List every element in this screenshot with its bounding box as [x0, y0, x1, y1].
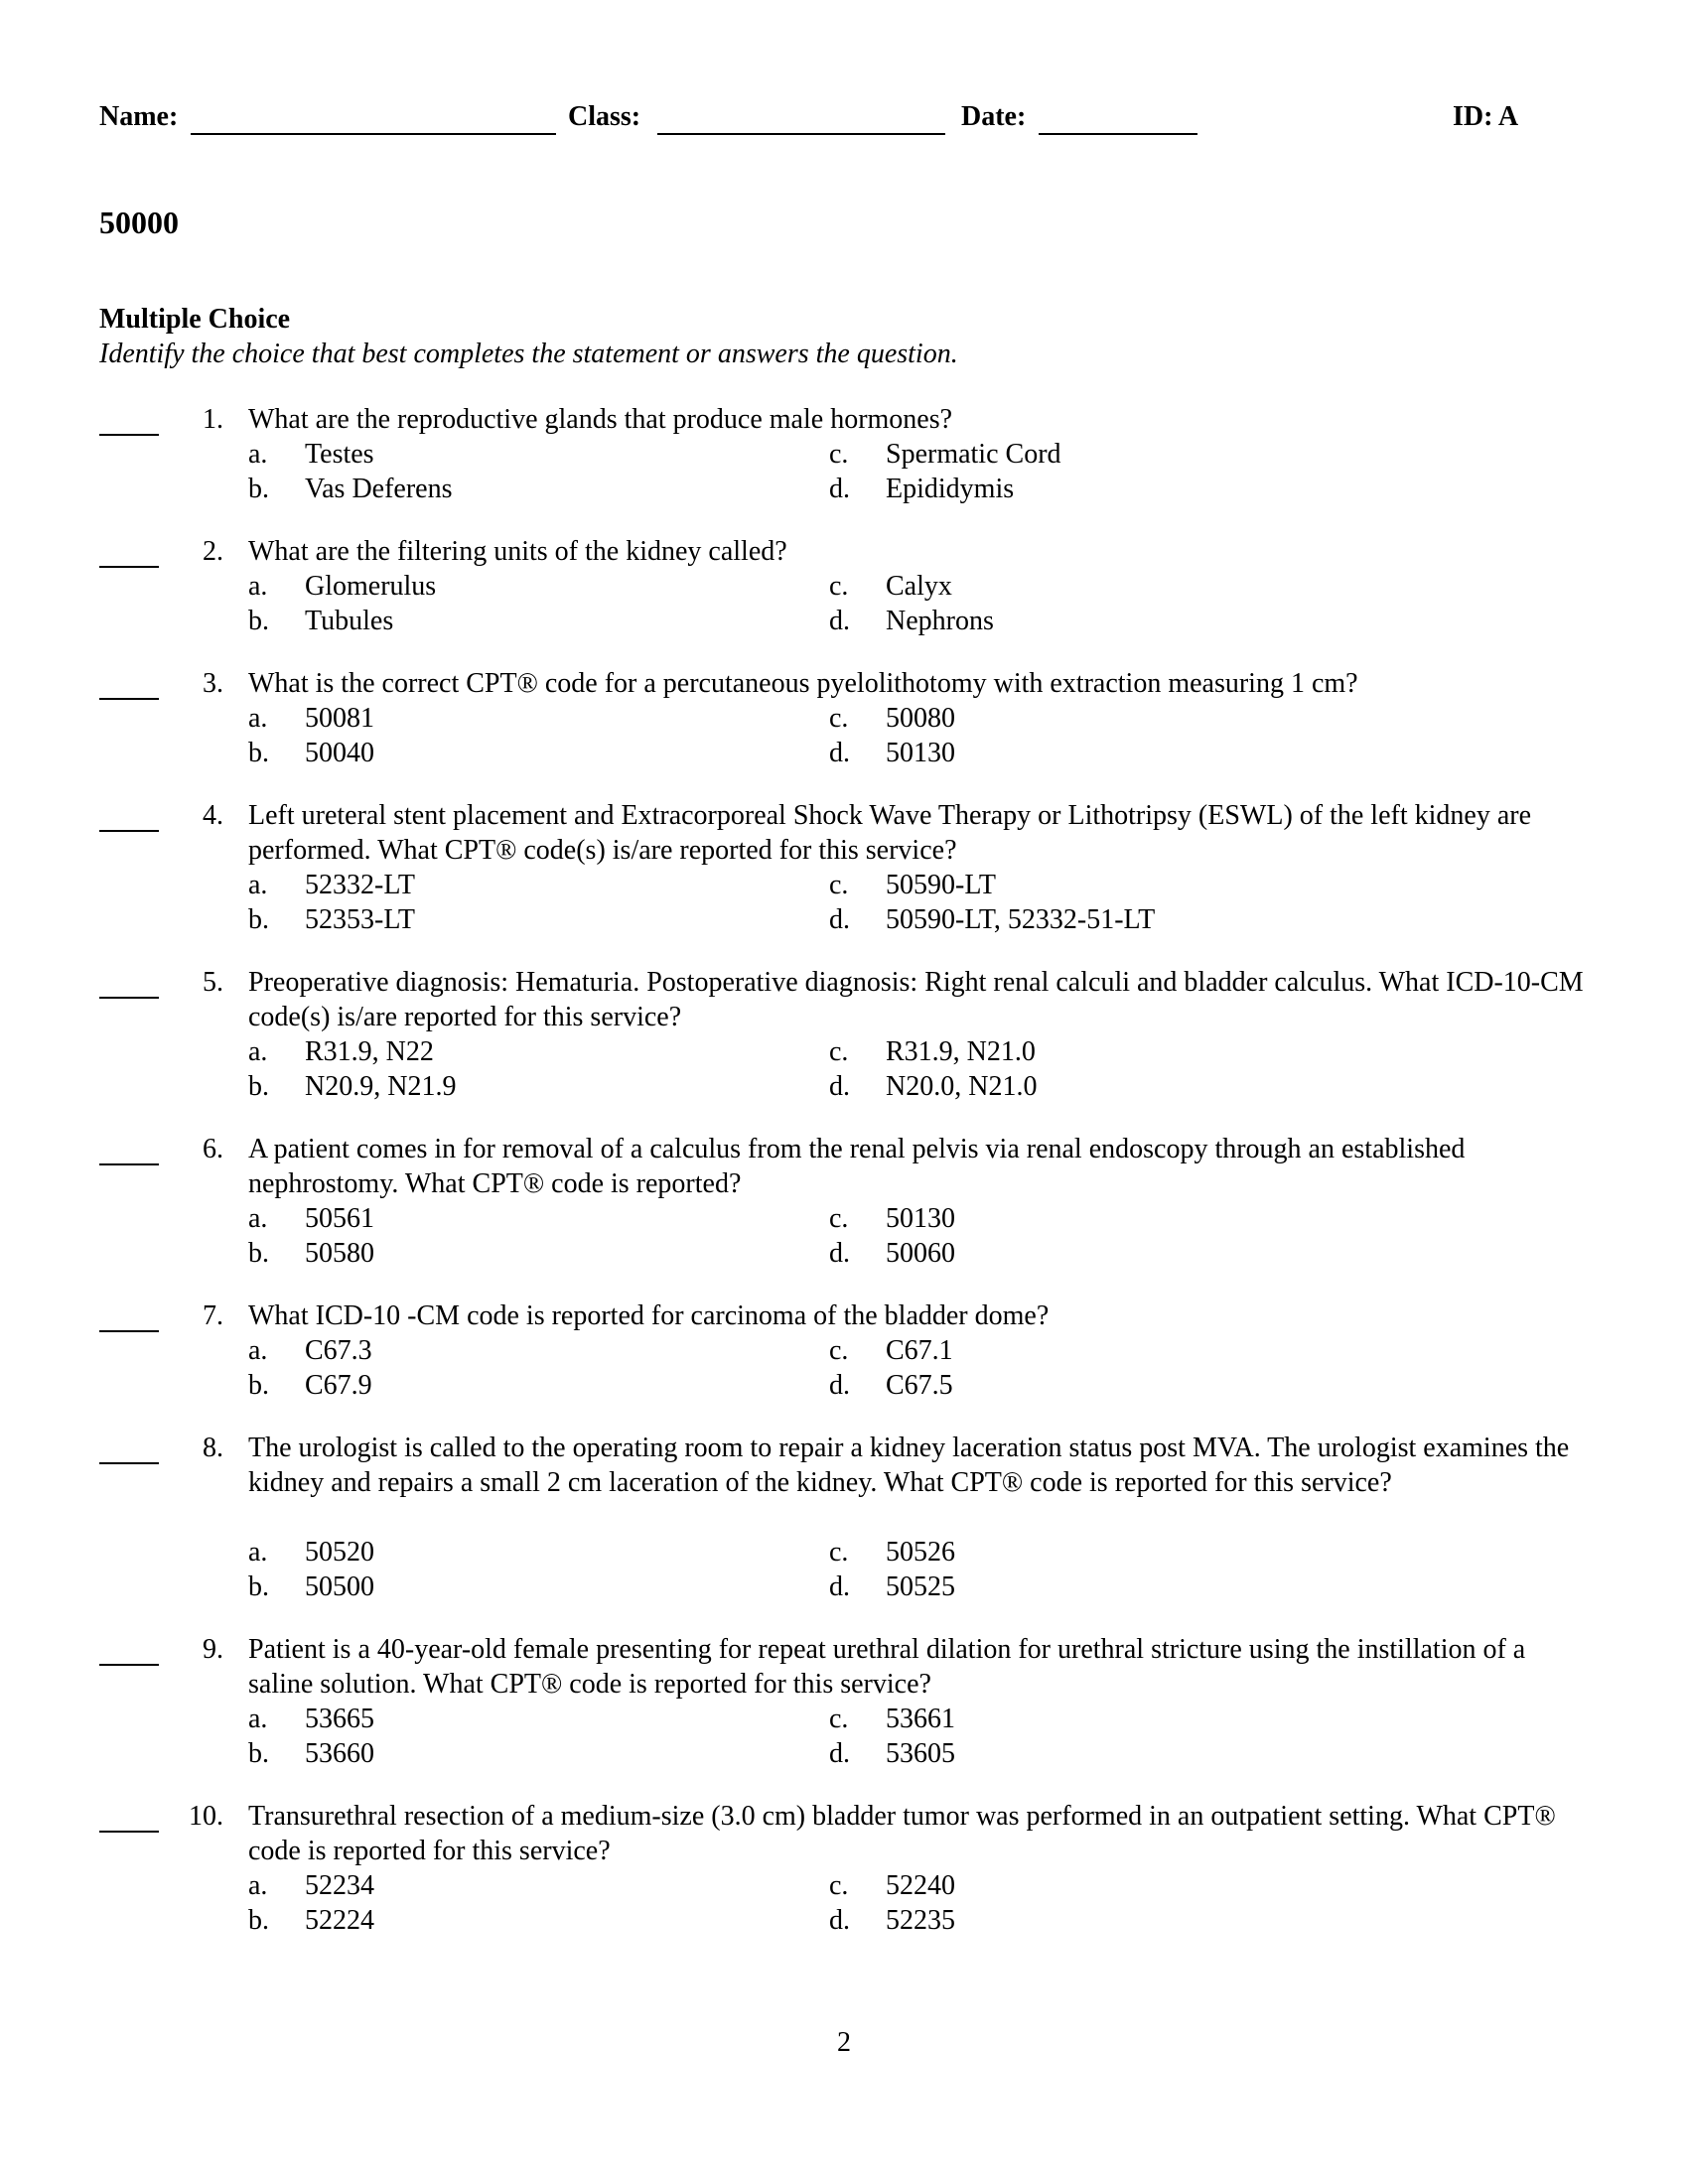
question-text: The urologist is called to the operating room to repair a kidney laceration status post MVA. The urologist examines the kidney and repairs a small 2 cm laceration of the kidney. What CPT® code is reported for this service? — [248, 1433, 1570, 1498]
answer-blank[interactable] — [99, 830, 159, 832]
choice-text: C67.5 — [886, 1370, 953, 1401]
choice-letter: d. — [829, 1571, 850, 1602]
choice-text: Spermatic Cord — [886, 439, 1061, 470]
choice-text: 50590-LT, 52332-51-LT — [886, 904, 1156, 935]
choice-letter: a. — [248, 1870, 268, 1901]
question-text: Transurethral resection of a medium-size (3.0 cm) bladder tumor was performed in an outpatient setting. What CPT® code is reported for this service? — [248, 1801, 1556, 1866]
choice-letter: c. — [829, 703, 849, 734]
choice-letter: b. — [248, 474, 269, 504]
choice-letter: b. — [248, 606, 269, 636]
choice-letter: d. — [829, 1738, 850, 1769]
choice-text: 52235 — [886, 1905, 955, 1936]
choice-letter: c. — [829, 1704, 849, 1734]
question-text: What are the reproductive glands that produce male hormones? — [248, 404, 953, 435]
question-number: 2. — [203, 536, 223, 567]
question-text: Preoperative diagnosis: Hematuria. Postoperative diagnosis: Right renal calculi and bladder calculus. What ICD-10-CM code(s) is/are reported for this service? — [248, 967, 1584, 1032]
choice-letter: d. — [829, 474, 850, 504]
question-number: 5. — [203, 967, 223, 998]
choice-text: 50040 — [305, 738, 374, 768]
choice-letter: a. — [248, 1036, 268, 1067]
class-label: Class: — [568, 101, 641, 132]
choice-text: 50561 — [305, 1203, 374, 1234]
choice-letter: d. — [829, 606, 850, 636]
choice-text: 50590-LT — [886, 870, 996, 900]
choice-letter: b. — [248, 1571, 269, 1602]
choice-text: 53605 — [886, 1738, 955, 1769]
choice-text: 50130 — [886, 738, 955, 768]
choice-text: 50525 — [886, 1571, 955, 1602]
document-title: 50000 — [99, 205, 179, 240]
date-label: Date: — [961, 101, 1027, 132]
choice-letter: a. — [248, 870, 268, 900]
answer-blank[interactable] — [99, 1330, 159, 1332]
question-text: Patient is a 40-year-old female presenting for repeat urethral dilation for urethral stricture using the instillation of a saline solution. What CPT® code is reported for this service? — [248, 1634, 1526, 1700]
section-title: Multiple Choice — [99, 304, 291, 335]
choice-text: 50080 — [886, 703, 955, 734]
choice-letter: b. — [248, 1905, 269, 1936]
choice-letter: a. — [248, 1537, 268, 1568]
choice-letter: b. — [248, 1738, 269, 1769]
choice-letter: c. — [829, 571, 849, 602]
choice-letter: c. — [829, 870, 849, 900]
choice-letter: b. — [248, 1370, 269, 1401]
answer-blank[interactable] — [99, 1664, 159, 1666]
choice-letter: d. — [829, 1238, 850, 1269]
choice-text: N20.9, N21.9 — [305, 1071, 457, 1102]
choice-text: Calyx — [886, 571, 952, 602]
choice-letter: c. — [829, 1036, 849, 1067]
choice-letter: a. — [248, 703, 268, 734]
choice-text: 52234 — [305, 1870, 374, 1901]
choice-text: Vas Deferens — [305, 474, 453, 504]
choice-letter: d. — [829, 904, 850, 935]
choice-letter: b. — [248, 904, 269, 935]
question-text: What are the filtering units of the kidney called? — [248, 536, 787, 567]
choice-text: Testes — [305, 439, 374, 470]
choice-text: Tubules — [305, 606, 394, 636]
choice-letter: d. — [829, 738, 850, 768]
choice-text: C67.9 — [305, 1370, 372, 1401]
answer-blank[interactable] — [99, 434, 159, 436]
choice-letter: a. — [248, 571, 268, 602]
choice-letter: a. — [248, 1203, 268, 1234]
answer-blank[interactable] — [99, 1462, 159, 1464]
choice-letter: c. — [829, 1335, 849, 1366]
answer-blank[interactable] — [99, 1831, 159, 1833]
choice-letter: c. — [829, 1537, 849, 1568]
choice-letter: a. — [248, 439, 268, 470]
question-number: 1. — [203, 404, 223, 435]
choice-letter: b. — [248, 1238, 269, 1269]
question-text: A patient comes in for removal of a calculus from the renal pelvis via renal endoscopy through an established nephrostomy. What CPT® code is reported? — [248, 1134, 1466, 1199]
answer-blank[interactable] — [99, 997, 159, 999]
question-number: 7. — [203, 1300, 223, 1331]
question-number: 4. — [203, 800, 223, 831]
choice-text: Glomerulus — [305, 571, 437, 602]
choice-text: 52224 — [305, 1905, 374, 1936]
choice-text: 53661 — [886, 1704, 955, 1734]
choice-text: 50500 — [305, 1571, 374, 1602]
choice-text: 53660 — [305, 1738, 374, 1769]
question-text: What ICD-10 -CM code is reported for carcinoma of the bladder dome? — [248, 1300, 1050, 1331]
choice-text: C67.3 — [305, 1335, 372, 1366]
choice-text: R31.9, N21.0 — [886, 1036, 1036, 1067]
choice-letter: d. — [829, 1071, 850, 1102]
name-label: Name: — [99, 101, 179, 132]
choice-letter: c. — [829, 1203, 849, 1234]
choice-text: R31.9, N22 — [305, 1036, 434, 1067]
answer-blank[interactable] — [99, 698, 159, 700]
id-label: ID: A — [1453, 101, 1519, 132]
choice-text: 50060 — [886, 1238, 955, 1269]
question-text: What is the correct CPT® code for a percutaneous pyelolithotomy with extraction measuring 1 cm? — [248, 668, 1358, 699]
section-instructions: Identify the choice that best completes the statement or answers the question. — [99, 339, 958, 369]
choice-text: 52353-LT — [305, 904, 415, 935]
choice-letter: d. — [829, 1905, 850, 1936]
question-number: 9. — [203, 1634, 223, 1665]
question-number: 8. — [203, 1433, 223, 1463]
choice-letter: a. — [248, 1335, 268, 1366]
answer-blank[interactable] — [99, 566, 159, 568]
choice-text: 50520 — [305, 1537, 374, 1568]
question-text: Left ureteral stent placement and Extracorporeal Shock Wave Therapy or Lithotripsy (ESWL) of the left kidney are performed. What CPT® code(s) is/are reported for this service? — [248, 800, 1531, 866]
choice-text: N20.0, N21.0 — [886, 1071, 1038, 1102]
student-info-header — [99, 99, 1539, 139]
name-blank[interactable] — [191, 133, 556, 135]
choice-letter: d. — [829, 1370, 850, 1401]
choice-text: C67.1 — [886, 1335, 953, 1366]
question-number: 6. — [203, 1134, 223, 1164]
question-number: 3. — [203, 668, 223, 699]
choice-letter: c. — [829, 1870, 849, 1901]
choice-text: Epididymis — [886, 474, 1015, 504]
choice-text: Nephrons — [886, 606, 994, 636]
choice-letter: c. — [829, 439, 849, 470]
class-blank[interactable] — [657, 133, 945, 135]
date-blank[interactable] — [1039, 133, 1197, 135]
choice-text: 50081 — [305, 703, 374, 734]
choice-letter: b. — [248, 1071, 269, 1102]
choice-text: 50526 — [886, 1537, 955, 1568]
choice-text: 50580 — [305, 1238, 374, 1269]
choice-text: 52332-LT — [305, 870, 415, 900]
choice-text: 53665 — [305, 1704, 374, 1734]
answer-blank[interactable] — [99, 1163, 159, 1165]
choice-letter: a. — [248, 1704, 268, 1734]
choice-letter: b. — [248, 738, 269, 768]
choice-text: 50130 — [886, 1203, 955, 1234]
choice-text: 52240 — [886, 1870, 955, 1901]
question-number: 10. — [189, 1801, 223, 1832]
page-number: 2 — [837, 2027, 851, 2058]
